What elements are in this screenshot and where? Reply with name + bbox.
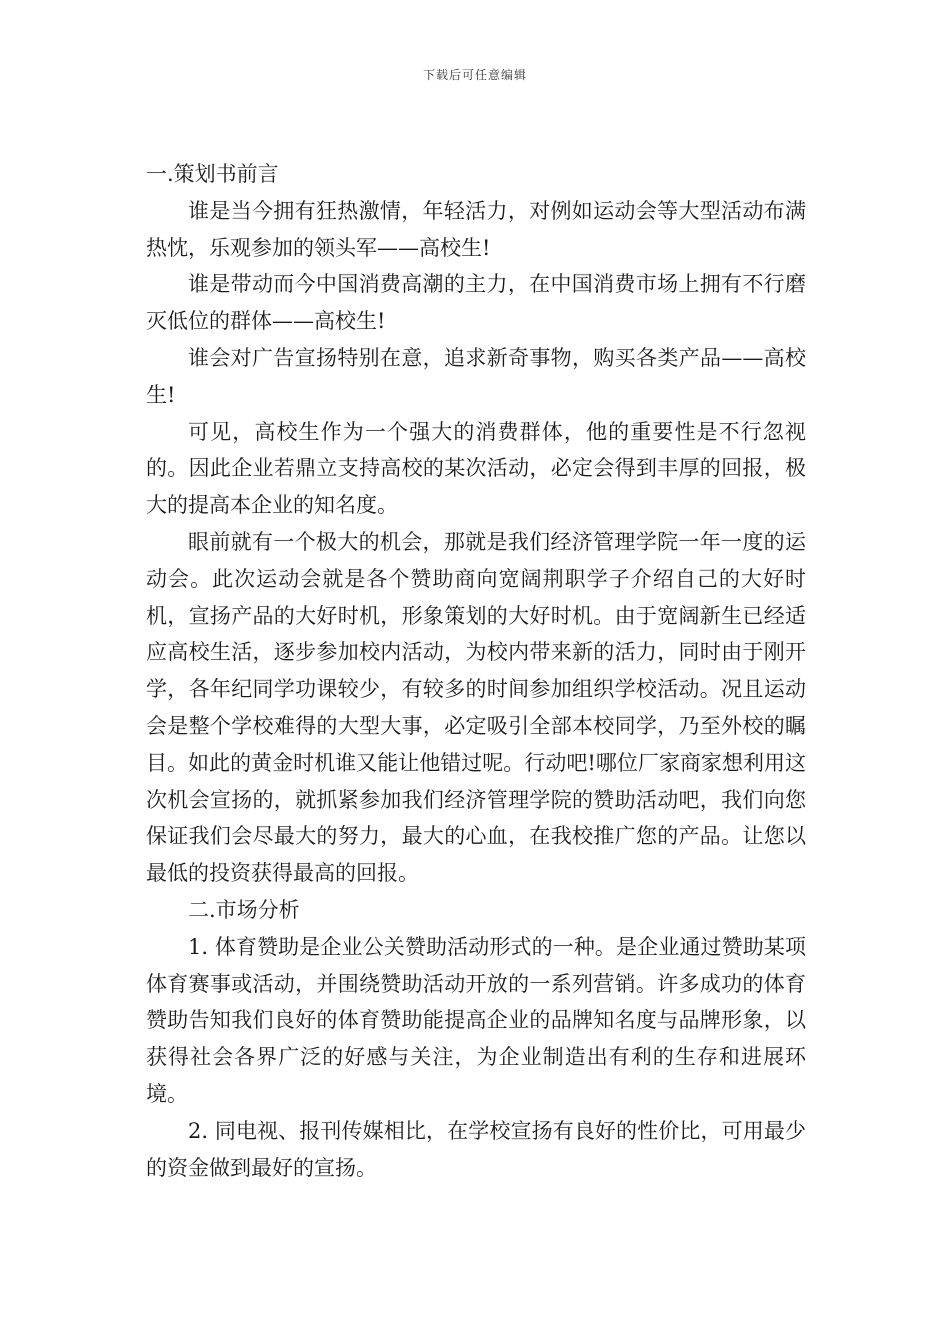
paragraph: 谁会对广告宣扬特别在意，追求新奇事物，购买各类产品——高校生! xyxy=(146,345,806,407)
paragraph: 眼前就有一个极大的机会，那就是我们经济管理学院一年一度的运动会。此次运动会就是各个赞助商向宽阔荆职学子介绍自己的大好时机，宣扬产品的大好时机，形象策划的大好时机。由于宽阔新生已经适应高校生活，逐步参加校内活动，为校内带来新的活力，同时由于刚开学，各年纪同学功课较少，有较多的时间参加组织学校活动。况且运动会是整个学校难得的大型大事，必定吸引全部本校同学，乃至外校的瞩目。如此的黄金时机谁又能让他错过呢。行动吧!哪位厂家商家想利用这次机会宣扬的，就抓紧参加我们经济管理学院的赞助活动吧，我们向您保证我们会尽最大的努力，最大的心血，在我校推广您的产品。让您以最低的投资获得最高的回报。 xyxy=(146,529,806,886)
market-point: 1. 体育赞助是企业公关赞助活动形式的一种。是企业通过赞助某项体育赛事或活动，并围绕赞助活动开放的一系列营销。许多成功的体育赞助告知我们良好的体育赞助能提高企业的品牌知名度与品牌形象，以获得社会各界广泛的好感与关注，为企业制造出有利的生存和进展环境。 xyxy=(146,934,806,1106)
section-title-market-analysis: 二.市场分析 xyxy=(188,897,300,922)
paragraph: 可见，高校生作为一个强大的消费群体，他的重要性是不行忽视的。因此企业若鼎立支持高校的某次活动，必定会得到丰厚的回报，极大的提高本企业的知名度。 xyxy=(146,419,806,518)
document-body xyxy=(146,156,806,1186)
page-header-note: 下载后可任意编辑 xyxy=(422,68,527,82)
section-title-preface: 一.策划书前言 xyxy=(146,162,279,186)
paragraph: 谁是带动而今中国消费高潮的主力，在中国消费市场上拥有不行磨灭低位的群体——高校生! xyxy=(146,272,806,334)
market-point: 2. 同电视、报刊传媒相比，在学校宣扬有良好的性价比，可用最少的资金做到最好的宣扬。 xyxy=(146,1118,806,1180)
paragraph: 谁是当今拥有狂热激情，年轻活力，对例如运动会等大型活动布满热忱，乐观参加的领头军——高校生! xyxy=(146,198,806,260)
